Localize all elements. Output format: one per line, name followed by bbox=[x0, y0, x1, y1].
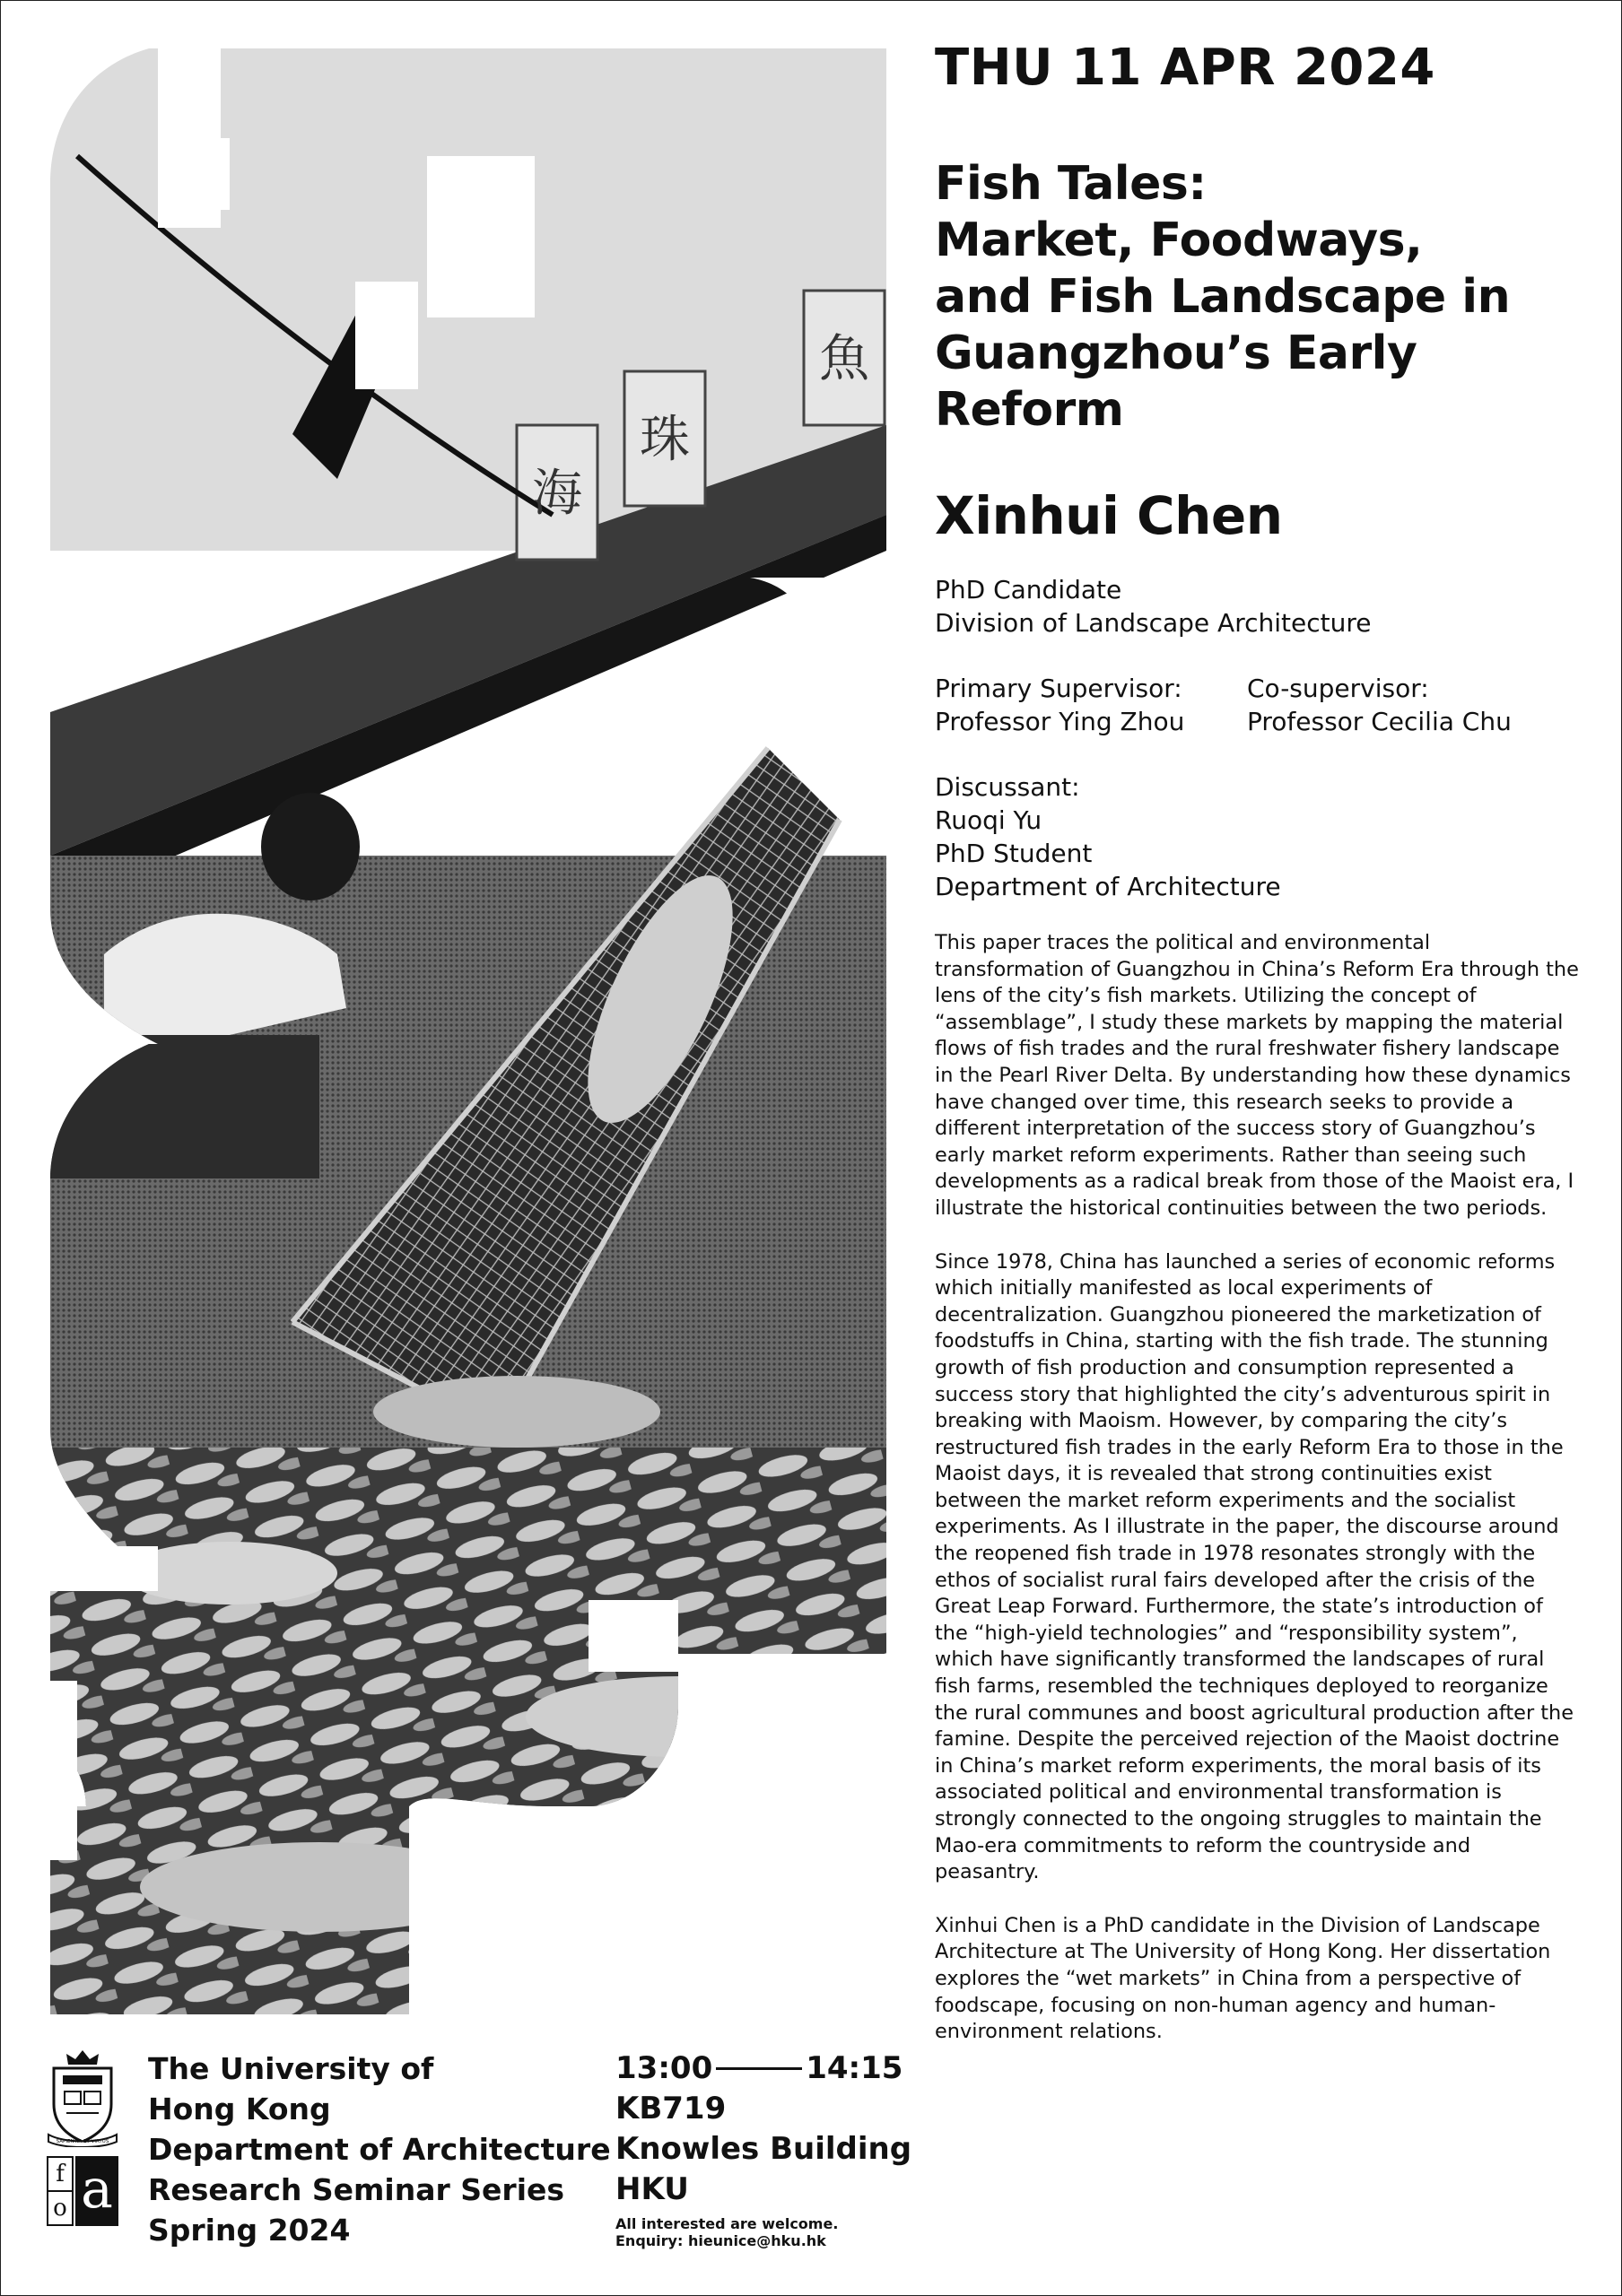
faculty-of-architecture-logo bbox=[47, 2156, 127, 2226]
abstract-paragraph-2: Since 1978, China has launched a series of economic reforms which initially manifested as local experiments of decentralization. Guangzhou pioneered the marketization of foodstuffs in China, starting with the fish trade. The stunning growth of fish production and consumption represented a success story that highlighted the city’s adventurous spirit in breaking with Maoism. However, by comparing the city’s restructured fish trades in the early Reform Era to those in the Maoist days, it is revealed that strong continuities exist between the market reform experiments and the socialist experiments. As I illustrate in the paper, the discourse around the reopened fish trade in 1978 resonates strongly with the ethos of socialist rural fairs developed after the crisis of the Great Leap Forward. Furthermore, the state’s introduction of the “high-yield technologies” and “responsibility system”, which have significantly transformed the landscapes of rural fish farms, resembled the techniques deployed to reorganize the rural communes and boost agricultural production after the famine. Despite the perceived rejection of the Maoist doctrine in China’s market reform experiments, the moral basis of its associated political and environmental transformation is strongly connected to the ongoing struggles to maintain the Mao-era commitments to reform the countryside and peasantry. bbox=[935, 1249, 1574, 1884]
signboard-char-1: 海 bbox=[532, 465, 582, 523]
signboard-char-2: 珠 bbox=[640, 411, 690, 469]
logos bbox=[47, 2048, 127, 2226]
signboard-char-3: 魚 bbox=[819, 330, 869, 388]
venue-campus: HKU bbox=[615, 2171, 689, 2207]
fa-logo-o: o bbox=[53, 2195, 67, 2222]
discussant-dept: Department of Architecture bbox=[935, 872, 1281, 901]
title-line: Reform bbox=[935, 383, 1124, 437]
venue-info bbox=[615, 2048, 911, 2249]
venue-building: Knowles Building bbox=[615, 2131, 912, 2167]
speaker-division: Division of Landscape Architecture bbox=[935, 608, 1372, 638]
crest-motto: SAPIENTIA ET VIRTUS bbox=[56, 2139, 109, 2144]
venue-room: KB719 bbox=[615, 2091, 727, 2126]
event-date: THU 11 APR 2024 bbox=[935, 39, 1435, 97]
fish-market-photo bbox=[50, 48, 886, 2014]
welcome-note: All interested are welcome. bbox=[615, 2215, 839, 2232]
co-supervisor-name: Professor Cecilia Chu bbox=[1247, 707, 1512, 736]
discussant-name: Ruoqi Yu bbox=[935, 805, 1042, 835]
speaker-role: PhD Candidate bbox=[935, 575, 1122, 604]
organizer-line: The University of bbox=[148, 2051, 434, 2086]
organizer bbox=[148, 2048, 611, 2250]
organizer-line: Hong Kong bbox=[148, 2092, 331, 2126]
venue-notes bbox=[615, 2215, 911, 2249]
talk-title bbox=[935, 156, 1581, 439]
time-start: 13:00 bbox=[615, 2050, 713, 2086]
discussant-role: PhD Student bbox=[935, 839, 1093, 868]
title-line: Market, Foodways, bbox=[935, 213, 1423, 267]
primary-supervisor-name: Professor Ying Zhou bbox=[935, 707, 1185, 736]
organizer-line: Spring 2024 bbox=[148, 2213, 351, 2248]
discussant bbox=[935, 770, 1581, 903]
primary-supervisor-label: Primary Supervisor: bbox=[935, 674, 1182, 703]
abstract bbox=[935, 930, 1581, 2046]
fa-logo-a: a bbox=[75, 2156, 118, 2226]
enquiry-email[interactable]: Enquiry: hieunice@hku.hk bbox=[615, 2232, 826, 2249]
title-line: and Fish Landscape in bbox=[935, 270, 1511, 324]
speaker-bio: Xinhui Chen is a PhD candidate in the Division of Landscape Architecture at The University of Hong Kong. Her dissertation explores the “wet markets” in China from a perspective of foodscape, focusing on non-human agency and human-environment relations. bbox=[935, 1913, 1551, 2044]
co-supervisor bbox=[1247, 672, 1559, 738]
event-time bbox=[615, 2048, 911, 2089]
organizer-line: Department of Architecture bbox=[148, 2132, 611, 2167]
time-dash bbox=[716, 2067, 802, 2070]
title-line: Guangzhou’s Early bbox=[935, 326, 1417, 380]
co-supervisor-label: Co-supervisor: bbox=[1247, 674, 1429, 703]
supervisors bbox=[935, 672, 1581, 738]
speaker-name: Xinhui Chen bbox=[935, 485, 1283, 546]
primary-supervisor bbox=[935, 672, 1247, 738]
discussant-label: Discussant: bbox=[935, 772, 1080, 802]
time-end: 14:15 bbox=[806, 2050, 903, 2086]
fa-logo-f: f bbox=[56, 2161, 65, 2187]
title-line: Fish Tales: bbox=[935, 157, 1207, 211]
event-details bbox=[935, 36, 1581, 2073]
hku-crest-icon bbox=[47, 2048, 118, 2147]
speaker-info bbox=[935, 573, 1581, 639]
abstract-paragraph-1: This paper traces the political and environmental transformation of Guangzhou in China’s Reform Era through the lens of the city’s fish markets. Utilizing the concept of “assemblage”, I study these markets by mapping the material flows of fish trades and the rural freshwater fishery landscape in the Pearl River Delta. By understanding how these dynamics have changed over time, this research seeks to provide a different interpretation of the success story of Guangzhou’s early market reform experiments. Rather than seeing such developments as a radical break from those of the Maoist era, I illustrate the historical continuities between the two periods. bbox=[935, 931, 1579, 1220]
organizer-line: Research Seminar Series bbox=[148, 2172, 565, 2207]
